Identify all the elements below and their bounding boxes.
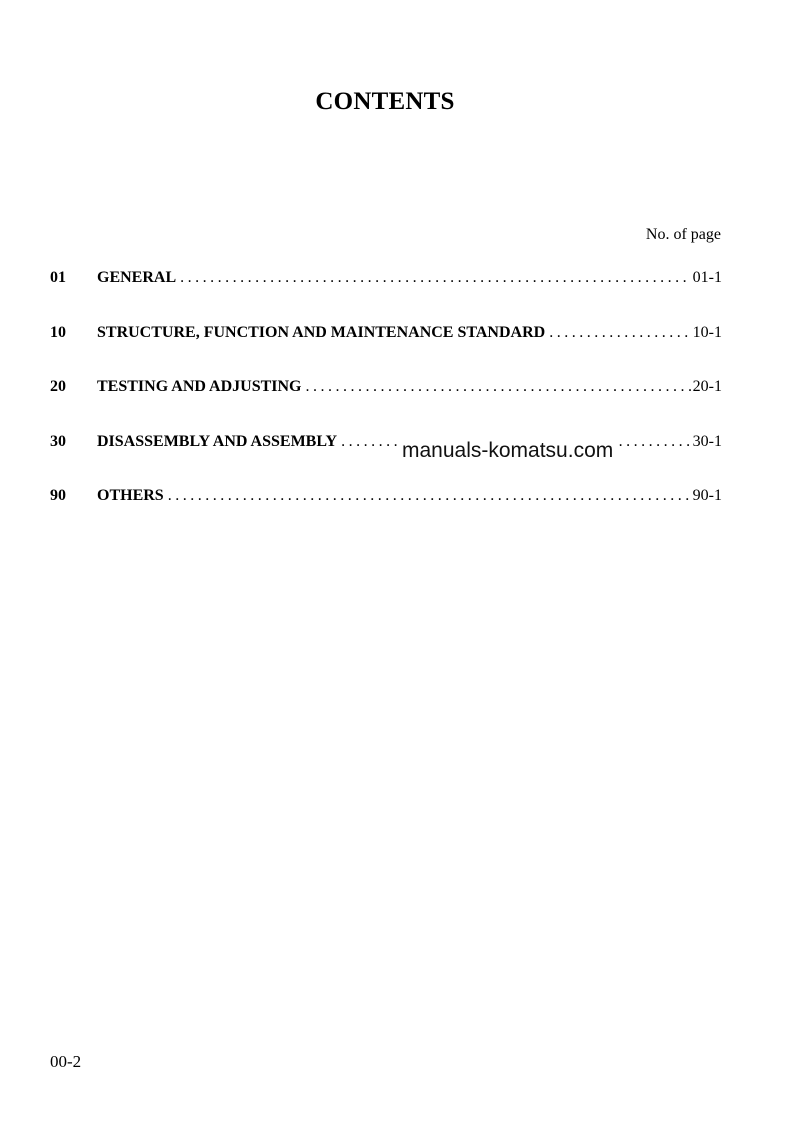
toc-entry-title[interactable]: DISASSEMBLY AND ASSEMBLY	[97, 432, 338, 450]
toc-entry-title[interactable]: GENERAL	[97, 269, 177, 286]
table-of-contents	[50, 269, 722, 542]
toc-dot-leader	[306, 378, 691, 396]
toc-entry-page[interactable]: 20-1	[692, 378, 722, 395]
page-column-header: No. of page	[645, 226, 721, 243]
toc-dot-leader	[180, 269, 691, 287]
toc-entry-page[interactable]: 30-1	[692, 432, 722, 450]
toc-entry-title[interactable]: STRUCTURE, FUNCTION AND MAINTENANCE STANDARD	[97, 323, 546, 341]
toc-entry-page[interactable]: 10-1	[692, 323, 722, 341]
toc-entry-page[interactable]: 90-1	[692, 487, 722, 504]
toc-entry-number: 10	[50, 323, 66, 341]
toc-entry-title[interactable]: TESTING AND ADJUSTING	[97, 378, 302, 395]
toc-entry-number: 20	[50, 378, 66, 395]
footer-page-number: 00-2	[50, 1052, 82, 1071]
toc-entry-others[interactable]	[50, 487, 722, 542]
watermark-text: manuals-komatsu.com	[402, 439, 614, 462]
toc-entry-number: 01	[50, 269, 66, 286]
toc-entry-number: 30	[50, 432, 66, 450]
toc-entry-general[interactable]	[50, 269, 722, 324]
toc-entry-structure[interactable]	[50, 324, 722, 379]
toc-entry-page[interactable]: 01-1	[692, 269, 722, 286]
toc-dot-leader	[549, 324, 690, 342]
toc-entry-number: 90	[50, 487, 66, 504]
toc-entry-testing[interactable]	[50, 378, 722, 433]
toc-dot-leader	[168, 487, 691, 505]
toc-entry-disassembly[interactable]	[50, 433, 722, 488]
page-title: CONTENTS	[315, 88, 455, 115]
toc-entry-title[interactable]: OTHERS	[97, 487, 164, 504]
